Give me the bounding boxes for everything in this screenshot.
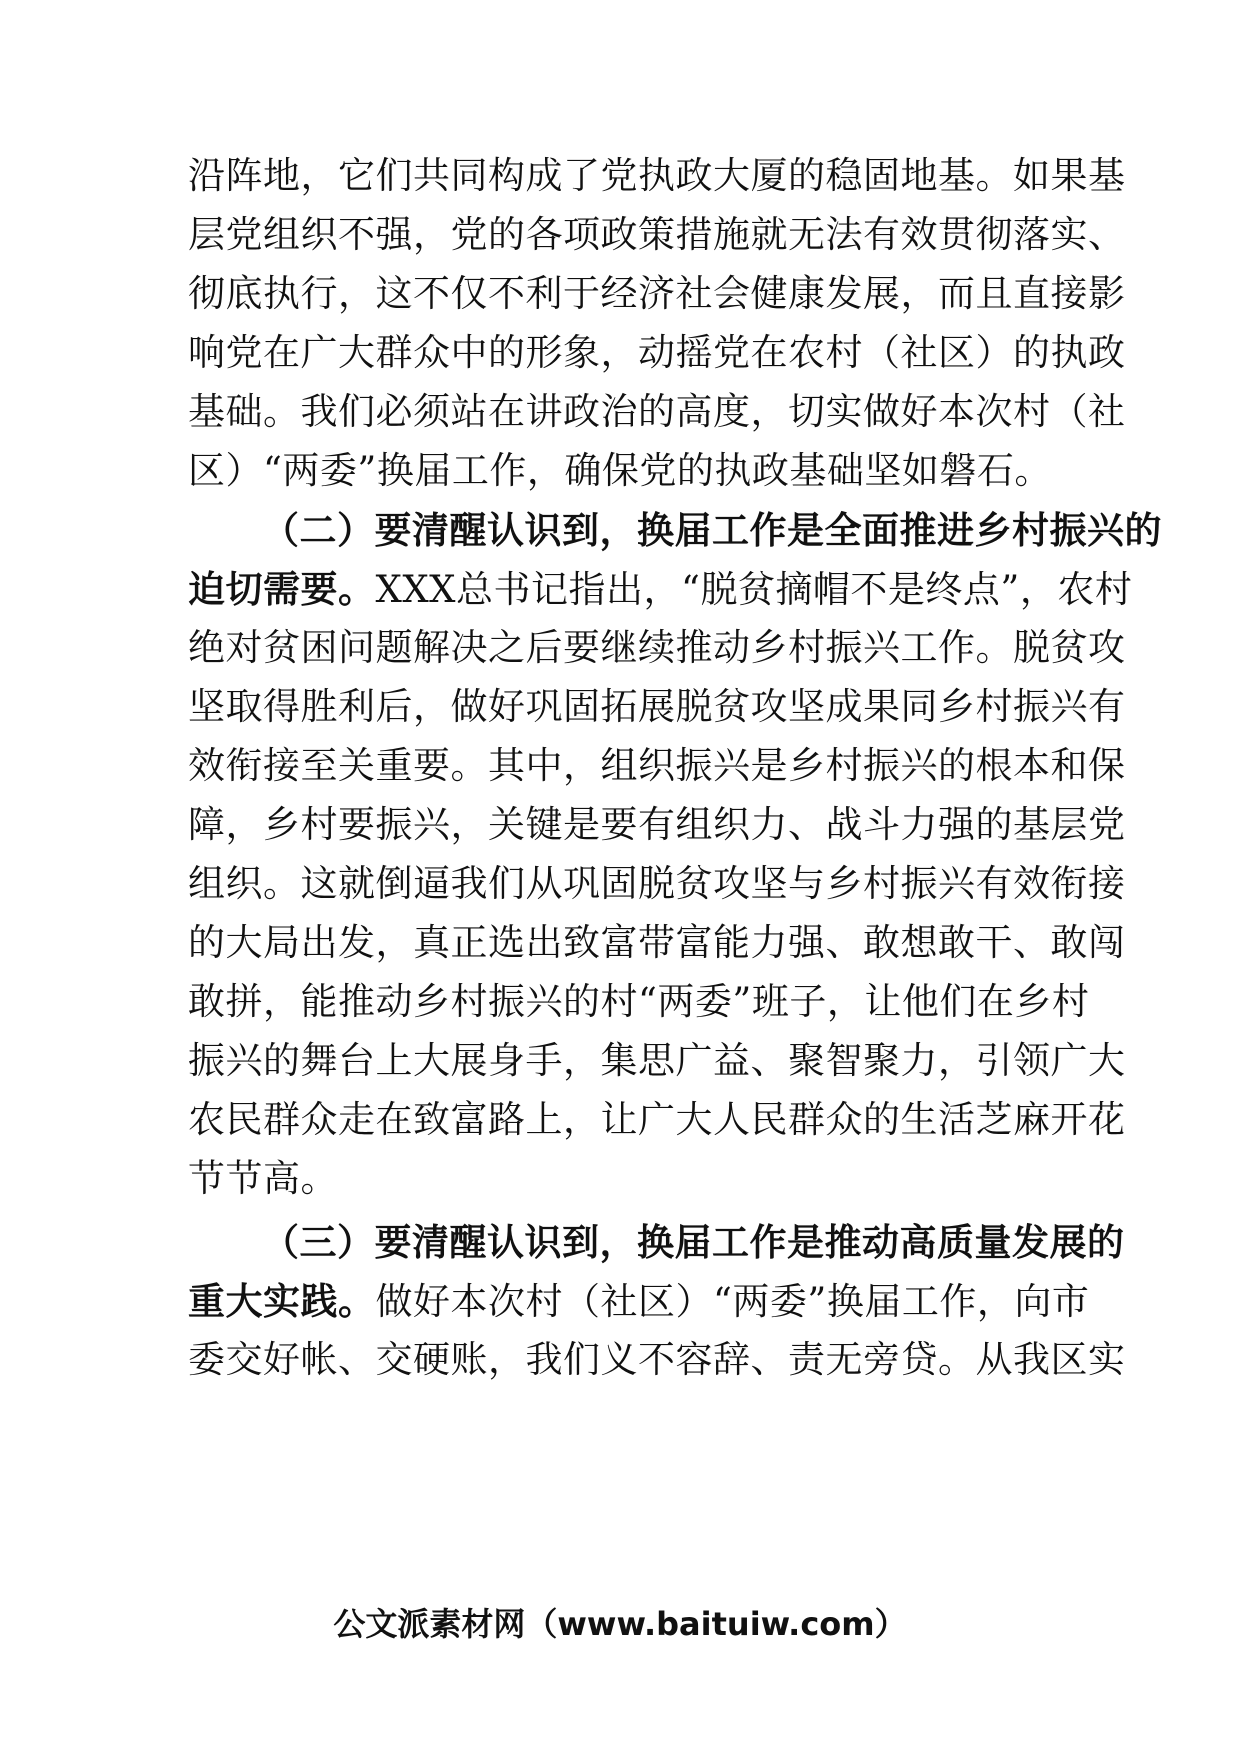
section-heading: （二）要清醒认识到，换届工作是全面推进乡村振兴的: [262, 508, 1162, 552]
footer-source: 公文派素材网（www.baituiw.com）: [333, 1605, 907, 1643]
body-line: 障，乡村要振兴，关键是要有组织力、战斗力强的基层党: [188, 803, 1126, 846]
body-line: 层党组织不强，党的各项政策措施就无法有效贯彻落实、: [188, 213, 1126, 256]
body-line: 坚取得胜利后，做好巩固拓展脱贫攻坚成果同乡村振兴有: [188, 685, 1126, 728]
body-text: 做好本次村（社区）“两委”换届工作，向市: [375, 1280, 1090, 1323]
body-line: 振兴的舞台上大展身手，集思广益、聚智聚力，引领广大: [188, 1039, 1126, 1082]
body-line: 农民群众走在致富路上，让广大人民群众的生活芝麻开花: [188, 1098, 1126, 1141]
body-line: 委交好帐、交硬账，我们义不容辞、责无旁贷。从我区实: [188, 1338, 1126, 1381]
body-line: 基础。我们必须站在讲政治的高度，切实做好本次村（社: [188, 390, 1126, 433]
body-line: 敢拼，能推动乡村振兴的村“两委”班子，让他们在乡村: [188, 980, 1090, 1023]
section-heading-continuation: [188, 1268, 1090, 1334]
body-line: 的大局出发，真正选出致富带富能力强、敢想敢干、敢闯: [188, 921, 1126, 964]
body-line: 绝对贫困问题解决之后要继续推动乡村振兴工作。脱贫攻: [188, 626, 1126, 669]
body-line: 沿阵地，它们共同构成了党执政大厦的稳固地基。如果基: [188, 154, 1126, 197]
body-line: 效衔接至关重要。其中，组织振兴是乡村振兴的根本和保: [188, 744, 1126, 787]
body-line: 区）“两委”换届工作，确保党的执政基础坚如磐石。: [188, 449, 1052, 492]
section-heading-end: 重大实践。: [188, 1279, 376, 1323]
section-heading-continuation: [188, 556, 1133, 622]
body-line: 彻底执行，这不仅不利于经济社会健康发展，而且直接影: [188, 272, 1126, 315]
body-line: 节节高。: [188, 1157, 338, 1200]
section-heading-end: 迫切需要。: [188, 567, 376, 611]
body-line: 响党在广大群众中的形象，动摇党在农村（社区）的执政: [188, 331, 1126, 374]
section-heading: （三）要清醒认识到，换届工作是推动高质量发展的: [262, 1220, 1125, 1264]
body-text: XXX总书记指出，“脱贫摘帽不是终点”，农村: [375, 568, 1133, 611]
body-line: 组织。这就倒逼我们从巩固脱贫攻坚与乡村振兴有效衔接: [188, 862, 1126, 905]
